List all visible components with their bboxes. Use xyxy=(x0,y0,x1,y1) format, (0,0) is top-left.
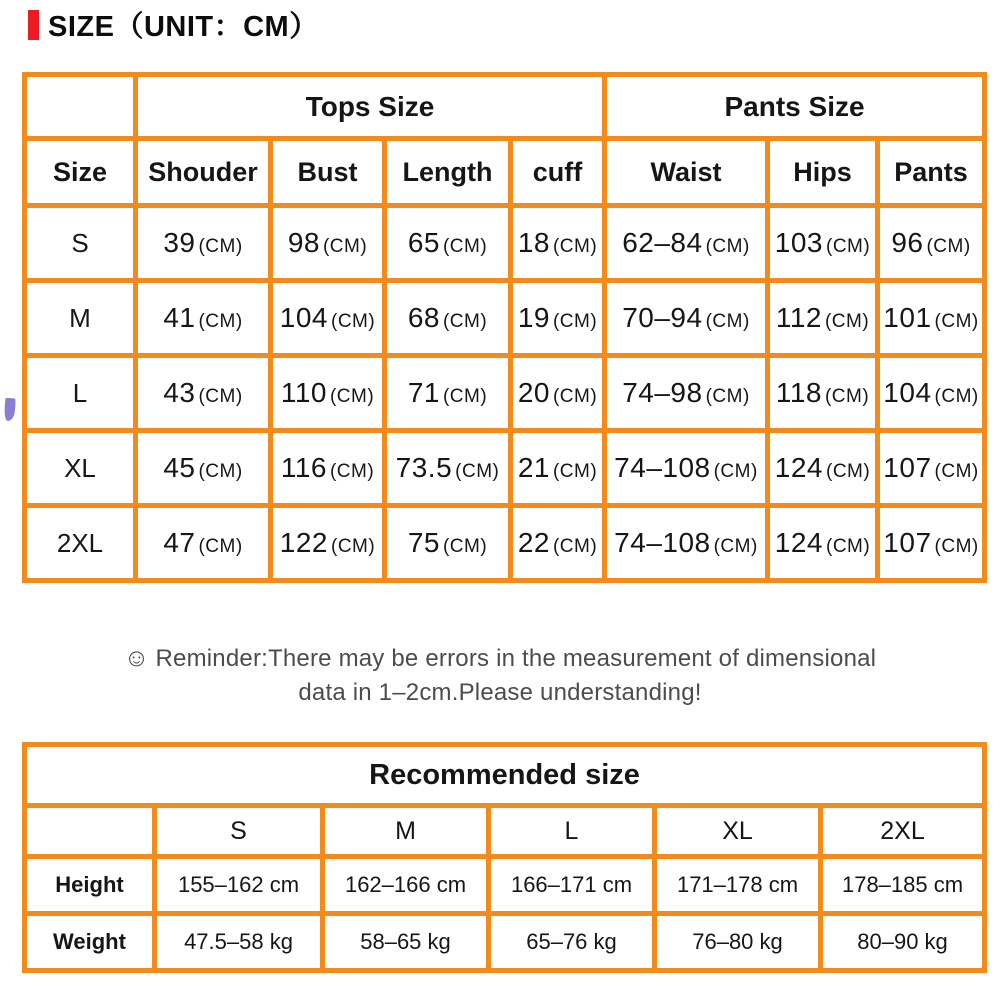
measurement-cell: 18 (CM) xyxy=(511,206,605,281)
reminder-note xyxy=(0,641,1000,710)
red-accent-bar xyxy=(28,10,39,40)
measurement-cell: 22 (CM) xyxy=(511,506,605,581)
rec-col-s: S xyxy=(155,806,323,857)
size-label: 2XL xyxy=(25,506,136,581)
height-value: 155–162 cm xyxy=(155,857,323,914)
col-header-pants: Pants xyxy=(878,139,985,206)
rec-col-2xl: 2XL xyxy=(821,806,985,857)
weight-label: Weight xyxy=(25,914,155,971)
col-header-bust: Bust xyxy=(271,139,385,206)
measurement-cell: 45 (CM) xyxy=(136,431,271,506)
measurement-cell: 20 (CM) xyxy=(511,356,605,431)
group-header-row xyxy=(25,75,985,139)
col-header-hips: Hips xyxy=(768,139,878,206)
measurement-cell: 47 (CM) xyxy=(136,506,271,581)
rec-col-l: L xyxy=(489,806,655,857)
reminder-line2: data in 1–2cm.Please understanding! xyxy=(298,679,702,706)
measurement-cell: 41 (CM) xyxy=(136,281,271,356)
height-value: 166–171 cm xyxy=(489,857,655,914)
weight-value: 65–76 kg xyxy=(489,914,655,971)
weight-row xyxy=(25,914,985,971)
measurement-cell: 65 (CM) xyxy=(385,206,511,281)
measurement-cell: 122 (CM) xyxy=(271,506,385,581)
weight-value: 76–80 kg xyxy=(655,914,821,971)
measurement-cell: 21 (CM) xyxy=(511,431,605,506)
height-value: 171–178 cm xyxy=(655,857,821,914)
table-row-2xl xyxy=(25,506,985,581)
height-row xyxy=(25,857,985,914)
reminder-line1 xyxy=(0,641,1000,676)
col-header-waist: Waist xyxy=(605,139,768,206)
rec-col-xl: XL xyxy=(655,806,821,857)
corner-cell xyxy=(25,806,155,857)
corner-cell xyxy=(25,75,136,139)
measurement-cell: 101 (CM) xyxy=(878,281,985,356)
reminder-text1: Reminder:There may be errors in the measurement of dimensional xyxy=(155,645,877,672)
col-header-length: Length xyxy=(385,139,511,206)
height-label: Height xyxy=(25,857,155,914)
measurement-cell: 71 (CM) xyxy=(385,356,511,431)
size-table xyxy=(22,72,987,583)
measurement-cell: 19 (CM) xyxy=(511,281,605,356)
measurement-cell: 74–108 (CM) xyxy=(605,506,768,581)
table-row-xl xyxy=(25,431,985,506)
measurement-cell: 98 (CM) xyxy=(271,206,385,281)
size-table-wrap xyxy=(22,72,987,583)
weight-value: 80–90 kg xyxy=(821,914,985,971)
recommended-title: Recommended size xyxy=(25,745,985,806)
table-row-s xyxy=(25,206,985,281)
measurement-cell: 73.5 (CM) xyxy=(385,431,511,506)
recommended-table-wrap xyxy=(22,742,987,973)
measurement-cell: 74–108 (CM) xyxy=(605,431,768,506)
table-row-m xyxy=(25,281,985,356)
rec-col-m: M xyxy=(323,806,489,857)
col-header-size: Size xyxy=(25,139,136,206)
smiley-icon: ☺ xyxy=(123,644,150,672)
pants-size-header: Pants Size xyxy=(605,75,985,139)
measurement-cell: 124 (CM) xyxy=(768,431,878,506)
measurement-cell: 75 (CM) xyxy=(385,506,511,581)
measurement-cell: 68 (CM) xyxy=(385,281,511,356)
recommended-table xyxy=(22,742,987,973)
page-title-row xyxy=(28,4,319,45)
measurement-cell: 70–94 (CM) xyxy=(605,281,768,356)
column-header-row xyxy=(25,139,985,206)
col-header-cuff: cuff xyxy=(511,139,605,206)
table-row-l xyxy=(25,356,985,431)
weight-value: 58–65 kg xyxy=(323,914,489,971)
measurement-cell: 112 (CM) xyxy=(768,281,878,356)
measurement-cell: 107 (CM) xyxy=(878,506,985,581)
measurement-cell: 110 (CM) xyxy=(271,356,385,431)
height-value: 162–166 cm xyxy=(323,857,489,914)
recommended-header-row xyxy=(25,806,985,857)
page-title: SIZE（UNIT：CM） xyxy=(48,11,319,43)
measurement-cell: 118 (CM) xyxy=(768,356,878,431)
measurement-cell: 107 (CM) xyxy=(878,431,985,506)
size-label: L xyxy=(25,356,136,431)
measurement-cell: 43 (CM) xyxy=(136,356,271,431)
measurement-cell: 62–84 (CM) xyxy=(605,206,768,281)
measurement-cell: 103 (CM) xyxy=(768,206,878,281)
measurement-cell: 96 (CM) xyxy=(878,206,985,281)
tops-size-header: Tops Size xyxy=(136,75,605,139)
col-header-shouder: Shouder xyxy=(136,139,271,206)
recommended-title-row xyxy=(25,745,985,806)
measurement-cell: 104 (CM) xyxy=(271,281,385,356)
measurement-cell: 124 (CM) xyxy=(768,506,878,581)
size-label: M xyxy=(25,281,136,356)
size-label: S xyxy=(25,206,136,281)
measurement-cell: 74–98 (CM) xyxy=(605,356,768,431)
decorative-sliver xyxy=(2,397,16,421)
size-label: XL xyxy=(25,431,136,506)
measurement-cell: 39 (CM) xyxy=(136,206,271,281)
measurement-cell: 104 (CM) xyxy=(878,356,985,431)
height-value: 178–185 cm xyxy=(821,857,985,914)
measurement-cell: 116 (CM) xyxy=(271,431,385,506)
weight-value: 47.5–58 kg xyxy=(155,914,323,971)
